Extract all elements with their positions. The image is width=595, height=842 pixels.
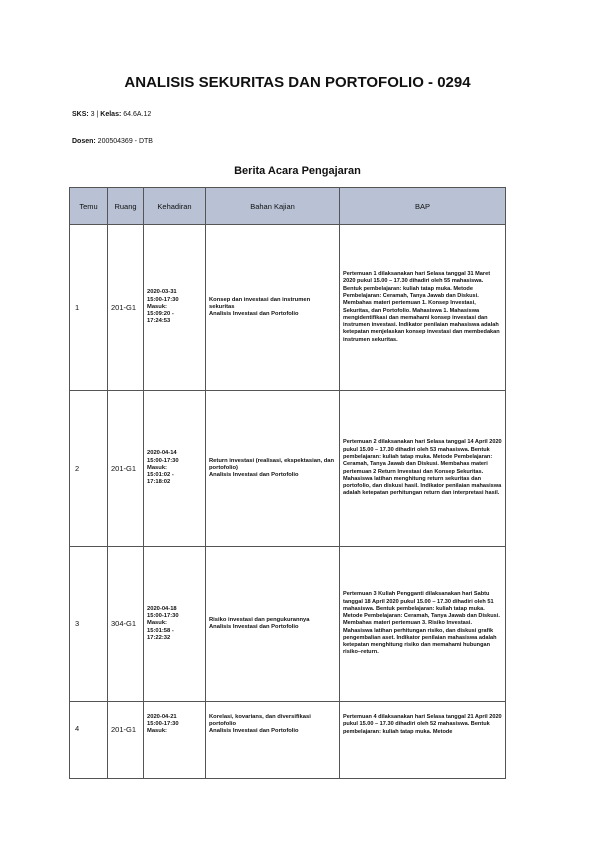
cell-bap: Pertemuan 2 dilaksanakan hari Selasa tanggal 14 April 2020 pukul 15.00 – 17.30 dihadiri oleh 53 mahasiswa. Bentuk pembelajaran: kuliah tatap muka. Metode Pembelajaran: Ceramah, Tanya Jawab dan Diskusi. Membahas materi pertemuan 2 Return Investasi dan Konsep Sekuritas. Mahasiswa latihan menghitung return sekuritas dan portofolio, dan diskusi hasil. Indikator penilaian mahasiswa adalah ketepatan perhitungan return dan interpretasi hasil. [340, 391, 506, 547]
cell-bap: Pertemuan 3 Kuliah Pengganti dilaksanakan hari Sabtu tanggal 18 April 2020 pukul 15.00 – 17.30 dihadiri oleh 51 mahasiswa. Bentuk pembelajaran: kuliah tatap muka. Metode Pembelajaran: Ceramah, Tanya Jawab dan Diskusi. Membahas materi pertemuan 3. Risiko Investasi. Mahasiswa latihan perhitungan risiko, dan diskusi grafik pengembalian aset. Indikator penilaian mahasiswa adalah ketepatan menghitung risiko dan memahami hubungan risiko–return. [340, 547, 506, 702]
header-bap: BAP [340, 188, 506, 225]
document-title: ANALISIS SEKURITAS DAN PORTOFOLIO - 0294 [124, 74, 471, 91]
cell-ruang: 201-G1 [108, 702, 144, 779]
sks-label: SKS: [72, 111, 89, 118]
lecturer-info [72, 138, 153, 145]
cell-temu: 3 [70, 547, 108, 702]
dosen-value: 200504369 - DTB [95, 138, 153, 145]
sks-value: 3 | [88, 111, 101, 118]
cell-bahan-kajian: Risiko investasi dan pengukurannya Analisis Investasi dan Portofolio [206, 547, 340, 702]
cell-kehadiran: 2020-03-31 15:00-17:30 Masuk: 15:09:20 - 17:24:53 [144, 225, 206, 391]
section-title: Berita Acara Pengajaran [234, 165, 361, 177]
course-info [72, 111, 151, 118]
header-kehadiran: Kehadiran [144, 188, 206, 225]
header-temu: Temu [70, 188, 108, 225]
dosen-label: Dosen: [72, 138, 96, 145]
table-header-row [70, 188, 506, 225]
cell-kehadiran: 2020-04-14 15:00-17:30 Masuk: 15:01:02 - 17:18:02 [144, 391, 206, 547]
kelas-value: 64.6A.12 [121, 111, 152, 118]
cell-ruang: 201-G1 [108, 391, 144, 547]
cell-bahan-kajian: Konsep dan investasi dan instrumen sekuritas Analisis Investasi dan Portofolio [206, 225, 340, 391]
cell-ruang: 201-G1 [108, 225, 144, 391]
table-row [70, 547, 506, 702]
cell-temu: 4 [70, 702, 108, 779]
table-row [70, 391, 506, 547]
table-row [70, 225, 506, 391]
cell-bap: Pertemuan 4 dilaksanakan hari Selasa tanggal 21 April 2020 pukul 15.00 – 17.30 dihadiri oleh 52 mahasiswa. Bentuk pembelajaran: kuliah tatap muka. Metode [340, 702, 506, 779]
cell-bahan-kajian: Return investasi (realisasi, ekspektasian, dan portofolio) Analisis Investasi dan Portofolio [206, 391, 340, 547]
header-ruang: Ruang [108, 188, 144, 225]
kelas-label: Kelas: [100, 111, 122, 118]
cell-ruang: 304-G1 [108, 547, 144, 702]
cell-bap: Pertemuan 1 dilaksanakan hari Selasa tanggal 31 Maret 2020 pukul 15.00 – 17.30 dihadiri oleh 55 mahasiswa. Bentuk pembelajaran: kuliah tatap muka. Metode Pembelajaran: Ceramah, Tanya Jawab dan Diskusi. Membahas materi pertemuan 1. Konsep Investasi, Sekuritas, dan Portofolio. Mahasiswa 1. Mahasiswa mengidentifikasi dan memahami konsep investasi dan instrumen investasi. Indikator penilaian mahasiswa adalah ketepatan menjelaskan konsep investasi dan membedakan instrumen sekuritas. [340, 225, 506, 391]
cell-temu: 1 [70, 225, 108, 391]
cell-kehadiran: 2020-04-18 15:00-17:30 Masuk: 15:01:58 - 17:22:32 [144, 547, 206, 702]
table-row [70, 702, 506, 779]
cell-temu: 2 [70, 391, 108, 547]
header-bahan-kajian: Bahan Kajian [206, 188, 340, 225]
cell-kehadiran: 2020-04-21 15:00-17:30 Masuk: [144, 702, 206, 779]
teaching-record-table [69, 187, 506, 779]
cell-bahan-kajian: Korelasi, kovarians, dan diversifikasi portofolio Analisis Investasi dan Portofolio [206, 702, 340, 779]
